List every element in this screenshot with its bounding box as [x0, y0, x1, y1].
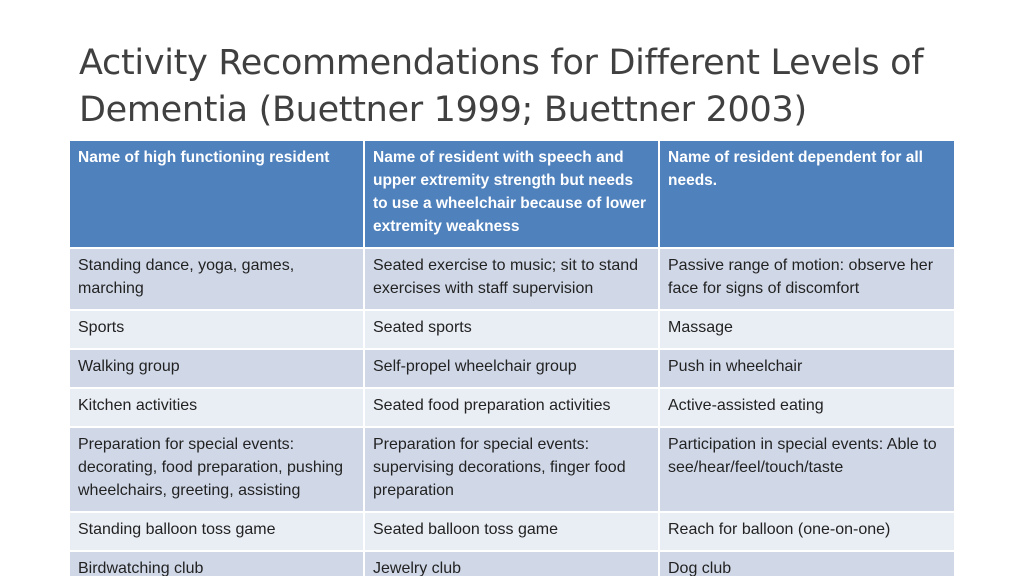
table-cell: Standing balloon toss game: [70, 512, 364, 551]
table-cell: Jewelry club: [364, 551, 659, 576]
slide-title-line-2: Dementia (Buettner 1999; Buettner 2003): [79, 90, 807, 130]
table-cell: Dog club: [659, 551, 954, 576]
table-cell: Preparation for special events: supervising decorations, finger food preparation: [364, 427, 659, 512]
table-row: [70, 427, 954, 512]
table-row: [70, 388, 954, 427]
table-row: [70, 310, 954, 349]
table-cell: Participation in special events: Able to see/hear/feel/touch/taste: [659, 427, 954, 512]
table-cell: Reach for balloon (one-on-one): [659, 512, 954, 551]
table-row: [70, 512, 954, 551]
table-cell: Preparation for special events: decorating, food preparation, pushing wheelchairs, greeting, assisting: [70, 427, 364, 512]
table-cell: Massage: [659, 310, 954, 349]
table-cell: Sports: [70, 310, 364, 349]
activity-recommendations-table: [70, 141, 954, 576]
table-cell: Self-propel wheelchair group: [364, 349, 659, 388]
table-cell: Passive range of motion: observe her face for signs of discomfort: [659, 248, 954, 310]
table-cell: Kitchen activities: [70, 388, 364, 427]
header-wheelchair-resident: Name of resident with speech and upper extremity strength but needs to use a wheelchair because of lower extremity weakness: [364, 141, 659, 248]
slide-title: [79, 40, 979, 134]
header-dependent-resident: Name of resident dependent for all needs.: [659, 141, 954, 248]
table-cell: Seated food preparation activities: [364, 388, 659, 427]
table-row: [70, 349, 954, 388]
table-cell: Seated exercise to music; sit to stand exercises with staff supervision: [364, 248, 659, 310]
table-header-row: [70, 141, 954, 248]
table-cell: Standing dance, yoga, games, marching: [70, 248, 364, 310]
table-cell: Push in wheelchair: [659, 349, 954, 388]
table-cell: Seated sports: [364, 310, 659, 349]
header-high-functioning: Name of high functioning resident: [70, 141, 364, 248]
table-cell: Seated balloon toss game: [364, 512, 659, 551]
table-cell: Walking group: [70, 349, 364, 388]
table-cell: Active-assisted eating: [659, 388, 954, 427]
slide-title-line-1: Activity Recommendations for Different Levels of: [79, 43, 924, 83]
table-row: [70, 551, 954, 576]
table-cell: Birdwatching club: [70, 551, 364, 576]
table-row: [70, 248, 954, 310]
